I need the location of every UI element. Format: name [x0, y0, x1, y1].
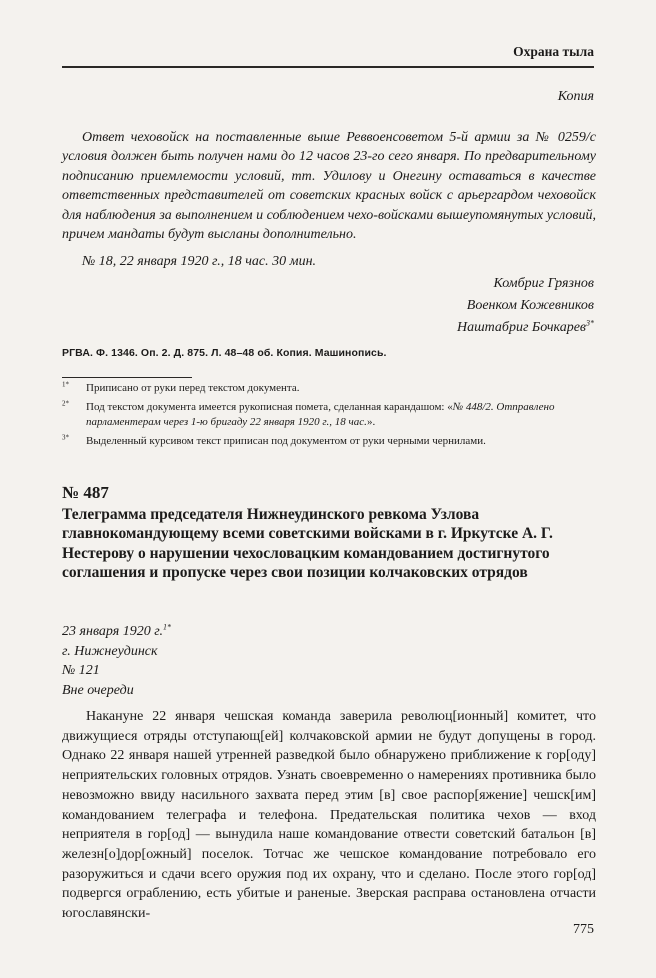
document-meta — [62, 622, 171, 700]
footnote-mark: 1* — [62, 380, 69, 389]
header-rule — [62, 66, 594, 68]
document-body: Накануне 22 января чешская команда заверила революц[ионный] комитет, что движущиеся отряды отступающ[ей] колчаковской армии не будут допущены в город. Однако 22 января нашей утренней разведкой было обнаружено приближение к гор[оду] неприятельских головных отрядов. Узнать своевременно о намерениях противника было невозможно ввиду насильного захвата перед этим [в] свое распор[яжение] чешск[им] командованием телеграфа и телефона. Предательская политика чехов — вход неприятеля в гор[од] — вынудила наше командование отвести советский батальон [в] железн[о]дор[ожный] поселок. Тотчас же чешское командование потребовало его разоружиться и сдачи всего оружия под их охрану, что и сделано. После этого гор[од] подвергся ограблению, есть убитые и раненые. Зверская расправа остановлена отчасти югославянски- — [62, 709, 596, 922]
previous-dateline: № 18, 22 января 1920 г., 18 час. 30 мин. — [82, 254, 317, 269]
footnote-italic-quote: № 448/2. Отправлено парламентерам через 1-ю бригаду 22 января 1920 г., 18 час. — [86, 400, 555, 428]
footnote-rule — [62, 377, 192, 378]
running-head: Охрана тыла — [513, 44, 594, 59]
footnote-item — [62, 434, 596, 450]
footnote-mark: 3* — [62, 433, 69, 442]
page-number: 775 — [573, 922, 594, 937]
footnote-text: Под текстом документа имеется рукописная помета, сделанная карандашом: «№ 448/2. Отправлено парламентерам через 1-ю бригаду 22 января 1920 г., 18 час.». — [86, 400, 555, 428]
footnote-item — [62, 400, 596, 431]
document-registry-number: № 121 — [62, 663, 100, 678]
document-priority: Вне очереди — [62, 682, 134, 698]
copy-label: Копия — [557, 89, 594, 104]
signature-nashtabrig-name: Наштабриг Бочкарев — [456, 320, 586, 335]
footnote-ref-1: 1* — [163, 622, 172, 632]
footnote-mark: 2* — [62, 399, 69, 408]
signature-voenkom: Военком Кожевников — [466, 298, 594, 313]
document-title: Телеграмма председателя Нижнеудинского ревкома Узлова главнокомандующему всеми советскими войсками в г. Иркутске А. Г. Нестерову о нарушении чехословацким командованием достигнутого соглашения и пропуске через свои позиции колчаковских отрядов — [62, 506, 553, 582]
footnote-text: Выделенный курсивом текст приписан под документом от руки черными чернилами. — [86, 434, 486, 447]
document-date: 23 января 1920 г.$^{1*}$ — [62, 622, 172, 639]
archive-source: РГВА. Ф. 1346. Оп. 2. Д. 875. Л. 48–48 об. Копия. Машинопись. — [62, 347, 387, 359]
footnote-text: Приписано от руки перед текстом документа. — [86, 382, 300, 394]
previous-telegram-text: Ответ чеховойск на поставленные выше Реввоенсоветом 5-й армии за № 0259/с условия должен быть получен нами до 12 часов 23-го сего января. По предварительному подписанию приемлемости условий, тт. Удилову и Онегину оставаться в качестве ответственных представителей от советских красных войск с арьергардом чеховойск для наблюдения за выполнением и соблюдением чехо-войсками вышеупомянутых условий, причем мандаты будут высланы дополнительно. — [62, 130, 596, 243]
signature-block — [457, 273, 594, 339]
signature-nashtabrig — [457, 317, 594, 339]
footnote-ref-3: 3* — [586, 318, 594, 328]
document-place: г. Нижнеудинск — [62, 643, 158, 659]
footnote-item — [62, 381, 596, 397]
document-number: № 487 — [62, 483, 109, 502]
footnotes — [62, 381, 596, 452]
signature-kombrig: Комбриг Грязнов — [493, 276, 594, 291]
